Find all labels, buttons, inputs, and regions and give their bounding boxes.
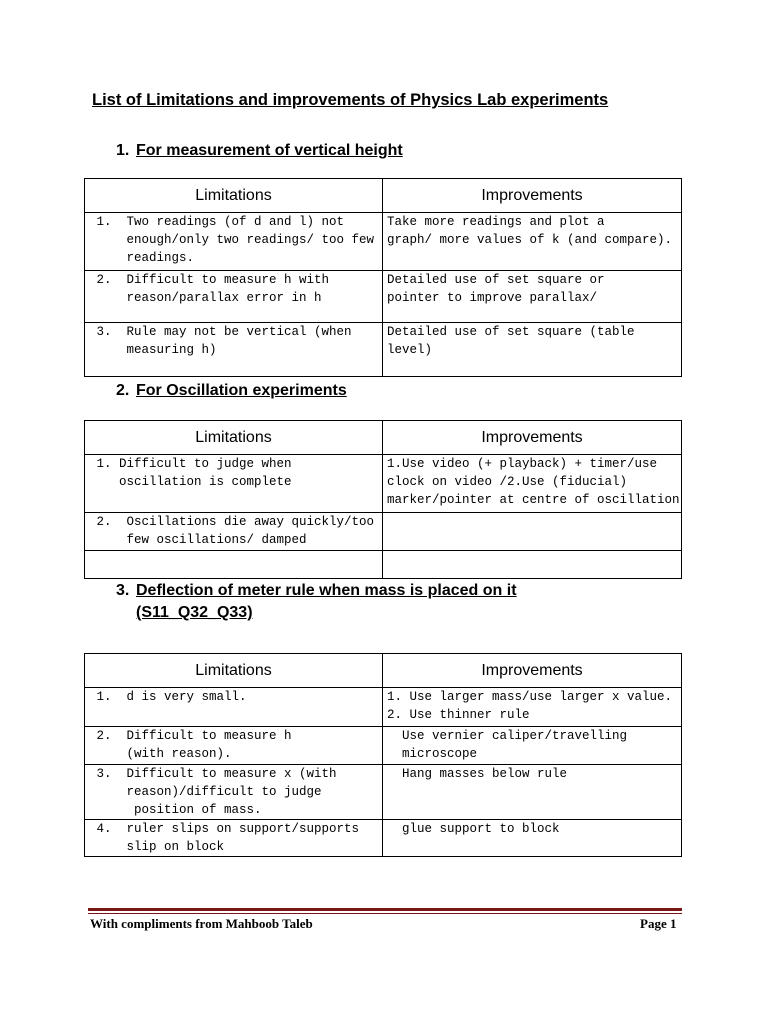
- table-row: [85, 513, 682, 551]
- improvement-cell: Use vernier caliper/travelling microscope: [402, 729, 628, 761]
- column-header-improvements: Improvements: [383, 654, 682, 688]
- limitation-cell: 2. Difficult to measure h with reason/parallax error in h: [96, 273, 330, 305]
- table-row: [85, 820, 682, 857]
- improvement-cell: Detailed use of set square (table level): [387, 325, 635, 357]
- table-row: [85, 688, 682, 727]
- section-subtitle: (S11_Q32_Q33): [136, 604, 253, 621]
- improvement-cell: glue support to block: [387, 822, 560, 836]
- table-row: [85, 727, 682, 765]
- limitation-cell: 2. Oscillations die away quickly/too few oscillations/ damped: [96, 515, 375, 547]
- section-number: 3.: [116, 582, 130, 599]
- improvement-cell: Hang masses below rule: [387, 767, 568, 781]
- improvement-cell: Detailed use of set square or pointer to improve parallax/: [387, 273, 605, 305]
- column-header-limitations: Limitations: [85, 654, 383, 688]
- table-row: [85, 213, 682, 271]
- section-title: For Oscillation experiments: [136, 382, 347, 399]
- document-title: List of Limitations and improvements of Physics Lab experiments: [92, 91, 609, 109]
- limitation-cell: 1. Difficult to judge when oscillation is complete: [96, 457, 292, 489]
- limitations-table-1: [84, 178, 682, 377]
- footer-rule-thick: [88, 908, 682, 911]
- section-title: For measurement of vertical height: [136, 142, 403, 159]
- table-row: [85, 455, 682, 513]
- limitations-table-3: [84, 653, 682, 857]
- table-row: [85, 271, 682, 323]
- improvement-cell: 1. Use larger mass/use larger x value. 2. Use thinner rule: [387, 690, 673, 722]
- limitation-cell: 3. Difficult to measure x (with reason)/difficult to judge position of mass.: [96, 767, 337, 817]
- limitation-cell: 2. Difficult to measure h (with reason).: [96, 729, 292, 761]
- section-3-heading: [116, 580, 517, 624]
- table-row: [85, 765, 682, 820]
- limitation-cell: 1. d is very small.: [89, 690, 247, 704]
- limitation-cell: 1. Two readings (of d and l) not enough/only two readings/ too few readings.: [96, 215, 375, 265]
- improvement-cell: 1.Use video (+ playback) + timer/use clock on video /2.Use (fiducial) marker/pointer at centre of oscillation: [387, 457, 680, 507]
- page-number: Page 1: [640, 916, 677, 931]
- footer-credit: With compliments from Mahboob Taleb: [90, 916, 313, 931]
- limitation-cell: 3. Rule may not be vertical (when measuring h): [96, 325, 352, 357]
- section-number: 1.: [116, 142, 130, 159]
- section-1-heading: [116, 140, 403, 162]
- section-2-heading: [116, 380, 347, 402]
- column-header-limitations: Limitations: [85, 421, 383, 455]
- limitations-table-2: [84, 420, 682, 579]
- improvement-cell: Take more readings and plot a graph/ more values of k (and compare).: [387, 215, 673, 247]
- section-title: Deflection of meter rule when mass is placed on it: [136, 582, 517, 599]
- column-header-improvements: Improvements: [383, 179, 682, 213]
- section-number: 2.: [116, 382, 130, 399]
- column-header-limitations: Limitations: [85, 179, 383, 213]
- footer-rule-thin: [88, 913, 682, 914]
- column-header-improvements: Improvements: [383, 421, 682, 455]
- table-row: [85, 551, 682, 579]
- table-row: [85, 323, 682, 377]
- limitation-cell: 4. ruler slips on support/supports slip on block: [96, 822, 360, 854]
